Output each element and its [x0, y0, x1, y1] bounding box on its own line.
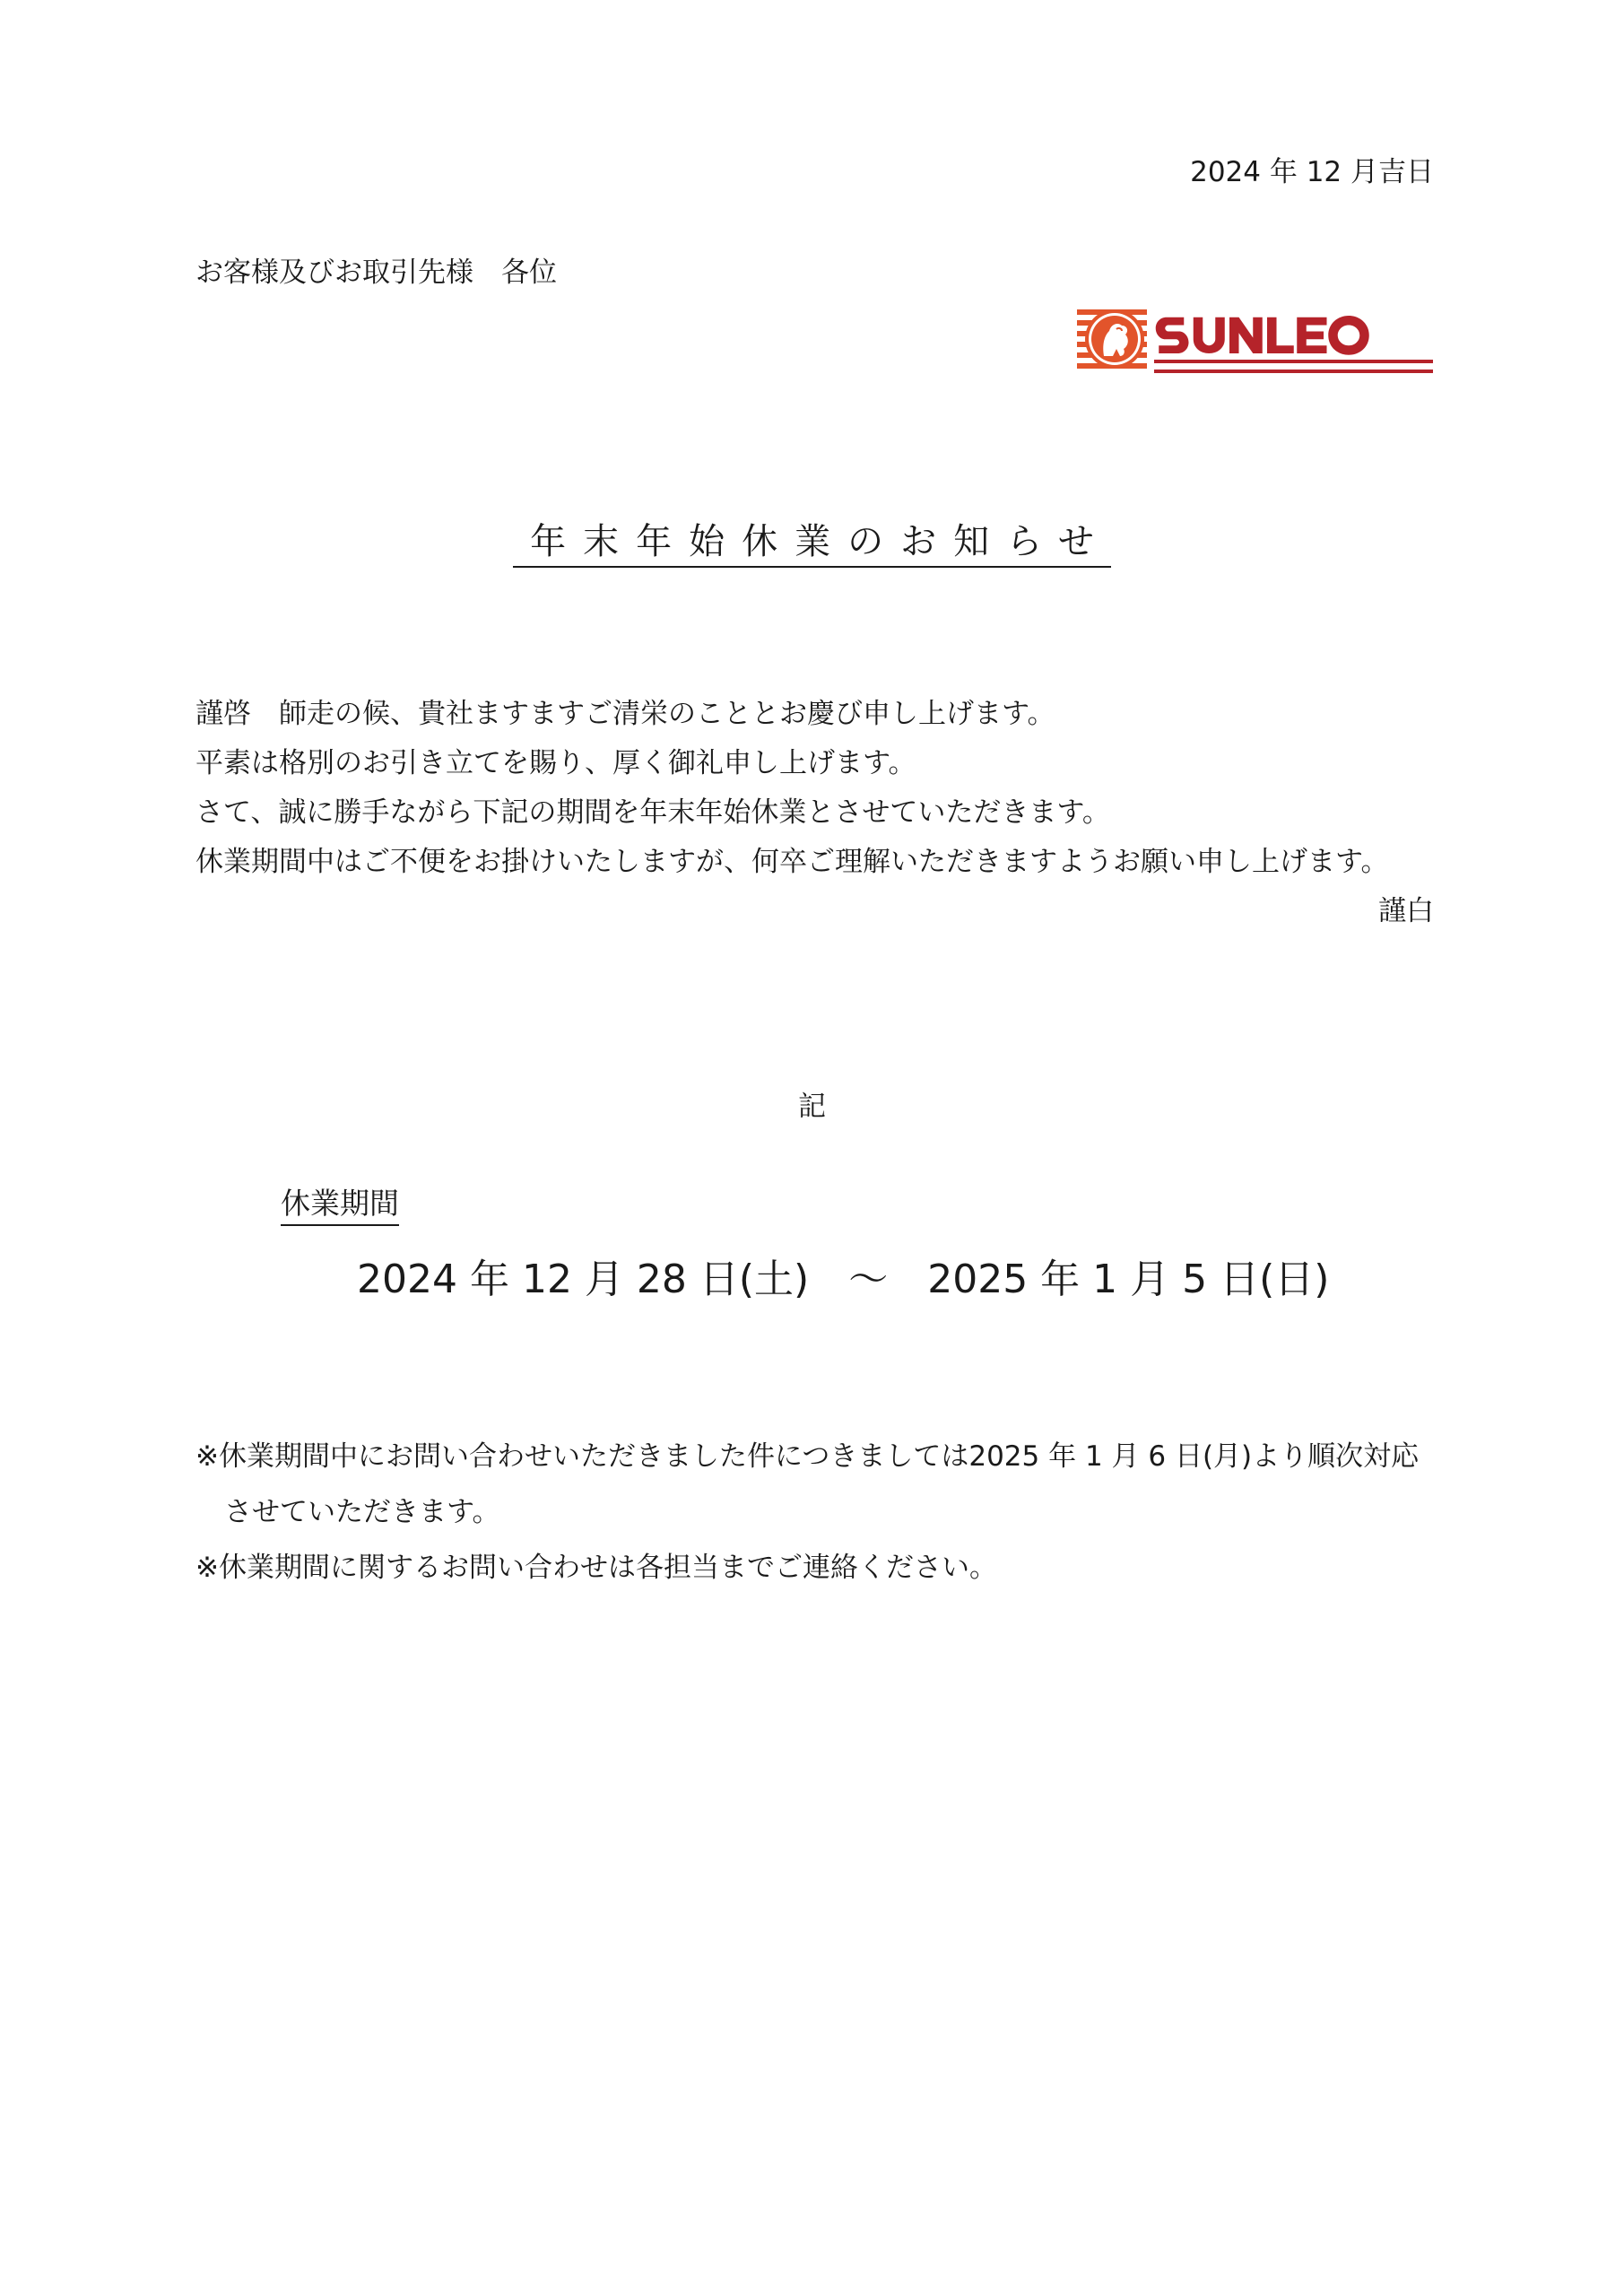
- note-1-continuation: させていただきます。: [224, 1496, 500, 1528]
- lion-emblem-icon: [1077, 309, 1147, 369]
- note-1: ※休業期間中にお問い合わせいただきました件につきましては2025 年 1 月 6 日(月)より順次対応: [195, 1440, 1420, 1473]
- ki-heading: 記: [798, 1091, 826, 1123]
- closing-salutation: 謹白: [1378, 895, 1434, 927]
- note-2: ※休業期間に関するお問い合わせは各担当までご連絡ください。: [195, 1552, 997, 1584]
- period-label: 休業期間: [281, 1180, 399, 1226]
- page-title: [0, 513, 1624, 564]
- body-line-1: 謹啓 師走の候、貴社ますますご清栄のこととお慶び申し上げます。: [195, 698, 1055, 730]
- body-line-4: 休業期間中はご不便をお掛けいたしますが、何卒ご理解いただきますようお願い申し上げます。: [195, 846, 1389, 878]
- sunleo-wordmark: [1156, 316, 1369, 355]
- body-line-2: 平素は格別のお引き立てを賜り、厚く御礼申し上げます。: [195, 747, 916, 779]
- body-line-3: さて、誠に勝手ながら下記の期間を年末年始休業とさせていただきます。: [195, 796, 1110, 829]
- page-title-text: 年末年始休業のお知らせ: [513, 521, 1111, 568]
- sunleo-logo: [1077, 304, 1433, 376]
- sunleo-logo-graphic: [1077, 304, 1433, 376]
- period-value: 2024 年 12 月 28 日(土) ～ 2025 年 1 月 5 日(日): [357, 1257, 1330, 1302]
- document-date: 2024 年 12 月吉日: [1190, 156, 1434, 188]
- addressee: お客様及びお取引先様 各位: [195, 257, 557, 289]
